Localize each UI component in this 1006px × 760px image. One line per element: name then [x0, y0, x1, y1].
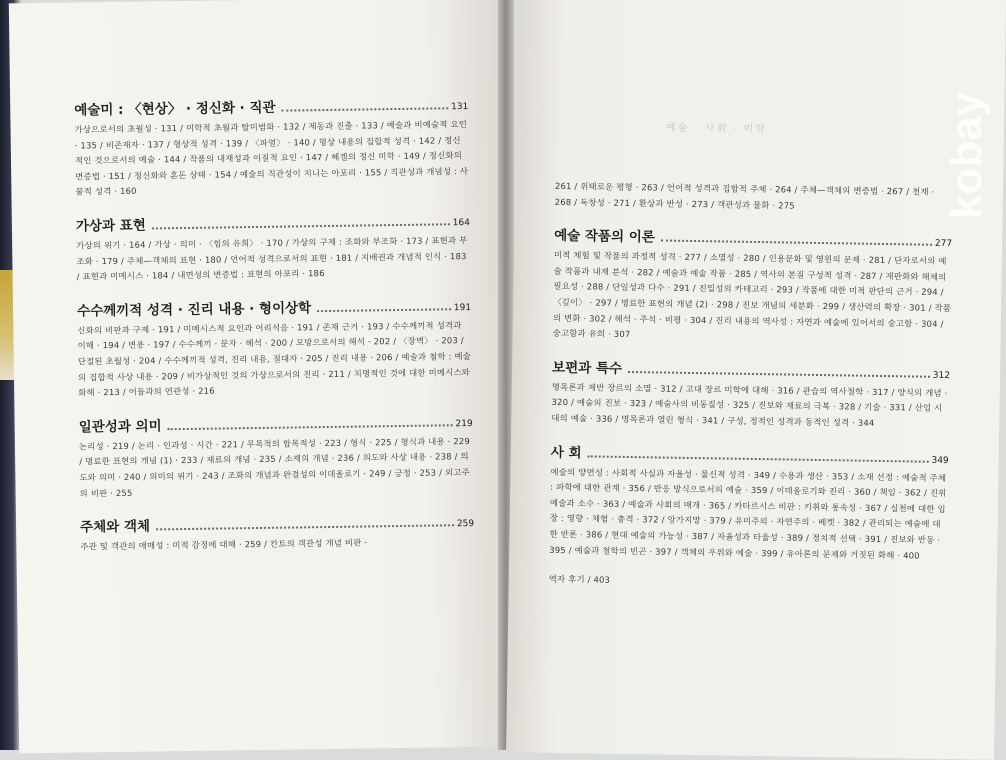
section-entries: 예술의 양면성 : 사회적 사실과 자율성 · 물신적 성격 · 349 / 수용과 생산 · 353 / 소재 선정 : 예술적 주체 : 파학에 대한 관계 · 356 / 반응 방식으로서의 예술 · 359 / 이데올로기와 진리 · 360 / 책임 · 362 / 진위 예술과 소수 · 363 / 예술과 사회의 매개 · 365 / 카타르시스 비판 : 키취와 통속성 · 367 / 실천에 대한 입장 : 영향 · 체험 · 충격 · 372 / 앙가지망 · 379 / 유미주의 · 자연주의 · 베켓 · 382 / 관리되는 예술에 대한 반론 · 386 / 현대 예술의 가능성 · 387 / 자율성과 타율성 · 389 / 정치적 선택 · 391 / 진보와 반동 · 395 / 예술과 철학의 빈곤 · 397 / 객체의 우위와 예술 · 399 / 유아론의 문제와 거짓된 화해 · 400	[549, 466, 947, 561]
section-page-number: 277	[934, 238, 953, 250]
left-page	[9, 0, 505, 753]
toc-section	[551, 356, 950, 433]
dot-leader	[628, 371, 930, 378]
section-title: 가상과 표현	[75, 217, 146, 235]
watermark-logo	[942, 14, 991, 224]
afterword-text: 역자 후기 / 403	[548, 573, 611, 585]
bleed-through-title: 예술 · 사회 · 미학	[665, 122, 768, 136]
right-page	[506, 0, 1006, 760]
section-heading	[74, 93, 468, 118]
watermark-text: kobay	[942, 91, 991, 219]
toc-section	[77, 294, 472, 401]
section-heading	[551, 440, 949, 466]
section-entries: 명목론과 제반 장르의 소멸 · 312 / 고대 장르 미학에 대해 · 316 / 관습의 역사철학 · 317 / 양식의 개념 · 320 / 예술의 진보 · 323 / 예술사의 비동질성 · 325 / 진보와 재료의 극복 · 328 / 기술 · 331 / 산업 시대의 예술 · 336 / 명목론과 열린 형식 · 341 / 구성, 정적인 성격과 동적인 성격 · 344	[551, 381, 948, 428]
toc-section	[74, 93, 469, 200]
section-heading	[76, 209, 470, 234]
section-page-number: 259	[456, 519, 475, 530]
section-page-number: 131	[451, 102, 469, 113]
section-title: 사 회	[550, 444, 582, 461]
toc-section	[549, 440, 949, 564]
section-page-number: 164	[452, 217, 470, 229]
section-page-number: 191	[453, 302, 472, 313]
dot-leader	[156, 524, 454, 530]
section-title: 일관성과 의미	[78, 418, 162, 436]
toc-section	[79, 410, 474, 502]
toc-section	[553, 224, 953, 348]
toc-continuation	[555, 179, 953, 216]
section-title: 보편과 특수	[551, 359, 623, 377]
section-page-number: 219	[455, 418, 473, 429]
section-title: 예술미 : 〈현상〉 · 정신화 · 직관	[74, 99, 276, 119]
section-entries: 논리성 · 219 / 논리 · 인과성 · 시간 · 221 / 무목적의 합목적성 · 223 / 형식 · 225 / 형식과 내용 · 229 / 명료한 표현의 개념 (1) · 233 / 재료의 개념 · 235 / 소재의 개념 · 236 / 의도와 사상 내용 · 238 / 의도와 의미 · 240 / 의미의 위기 · 243 / 조화의 개념과 완결성의 이데올로기 · 249 / 긍정 · 253 / 외고주의 비판 · 255	[78, 435, 471, 498]
toc-section	[76, 209, 471, 285]
section-title: 수수께끼적 성격 · 진리 내용 · 형이상학	[76, 299, 312, 320]
section-heading	[554, 224, 952, 250]
section-title: 주체와 객체	[80, 518, 151, 536]
section-entries: 신화의 비판과 구제 · 191 / 미메시스적 요인과 어리석음 · 191 / 존재 근거 · 193 / 수수께끼적 성격과 이해 · 194 / 변용 · 197 / 수수께끼 · 문자 · 해석 · 200 / 모방으로서의 해석 · 202 / 〈장벽〉 · 203 / 단절된 초월성 · 204 / 수수께끼적 성격, 진리 내용, 절대자 · 205 / 진리 내용 · 206 / 예술과 철학 : 예술의 집합적 사상 내용 · 209 / 비가상적인 것의 가상으로서의 진리 · 211 / 치명적인 것에 대한 미메시스와 화해 · 213 / 어둠과의 연관성 · 216	[77, 319, 472, 398]
dot-leader	[168, 424, 453, 430]
dot-leader	[282, 107, 449, 111]
section-heading	[80, 510, 474, 535]
section-entries: 가상으로서의 초월성 · 131 / 미학적 초월과 탈미범화 · 132 / 제동과 진출 · 133 / 예술과 비예술적 요인 · 135 / 비존재자 · 137 / 형상적 성격 · 139 / 〈파열〉 · 140 / 형상 내용의 집합적 성격 · 142 / 정신적인 것으로서의 예술 · 144 / 작품의 내재성과 이질적 요인 · 147 / 헤겔의 정신 미학 · 149 / 정신화의 변증법 · 151 / 정신화와 혼돈 상태 · 154 / 예술의 직관성이 지니는 아포리 · 155 / 직관성과 개념성 : 사물적 성격 · 160	[74, 119, 469, 197]
section-entries: 주관 및 객관의 애매성 : 미적 감정에 대해 · 259 / 칸트의 객관성 개념 비판 ·	[80, 537, 368, 552]
toc-section	[80, 510, 475, 555]
dot-leader	[152, 223, 450, 229]
section-page-number: 312	[932, 370, 951, 381]
section-heading	[79, 410, 473, 435]
section-heading	[552, 356, 950, 382]
dot-leader	[588, 455, 929, 462]
section-heading	[77, 294, 471, 319]
section-page-number: 349	[931, 455, 949, 466]
dot-leader	[317, 308, 451, 312]
section-entries: 미적 체험 및 작품의 과정적 성격 · 277 / 소멸성 · 280 / 인용문화 및 영원의 문제 · 281 / 단자로서의 예술 작품과 내재 분석 · 282 / 예술과 예술 작품 · 285 / 역사의 본질 구성적 성격 · 287 / 재판화와 해체의 필요성 · 288 / 단일성과 다수 · 291 / 진밀성의 카테고리 · 293 / 작품에 대한 미적 판단의 근거 · 294 / 〈깊이〉 · 297 / 명료한 표현의 개념 (2) · 298 / 진보 개념의 세분화 · 299 / 생산력의 확장 · 301 / 작품의 변화 · 302 / 해석 · 주석 · 비평 · 304 / 진리 내용의 역사성 : 자연과 예술에 있어서의 숭고함 · 304 / 숭고함과 유희 · 307	[552, 249, 952, 340]
dot-leader	[661, 240, 932, 246]
section-entries: 261 / 위태로운 평형 · 263 / 언어적 성격과 집합적 주체 · 264 / 주체—객체의 변증법 · 267 / 천재 · 268 / 독창성 · 271 / 환상과 반성 · 273 / 객관성과 물화 · 275	[554, 180, 935, 211]
section-entries: 가상의 위기 · 164 / 가상 · 의미 · 〈힘의 유희〉 · 170 / 가상의 구제 : 조화와 부조화 · 173 / 표현과 부조화 · 179 / 주체—객체의 표현 · 180 / 언어적 성격으로서의 표현 · 181 / 지배권과 개념적 인식 · 183 / 표현과 미메시스 · 184 / 내면성의 변증법 : 표현의 아포리 · 186	[76, 235, 468, 282]
afterword-entry	[549, 572, 947, 594]
section-title: 예술 작품의 이론	[554, 228, 655, 246]
